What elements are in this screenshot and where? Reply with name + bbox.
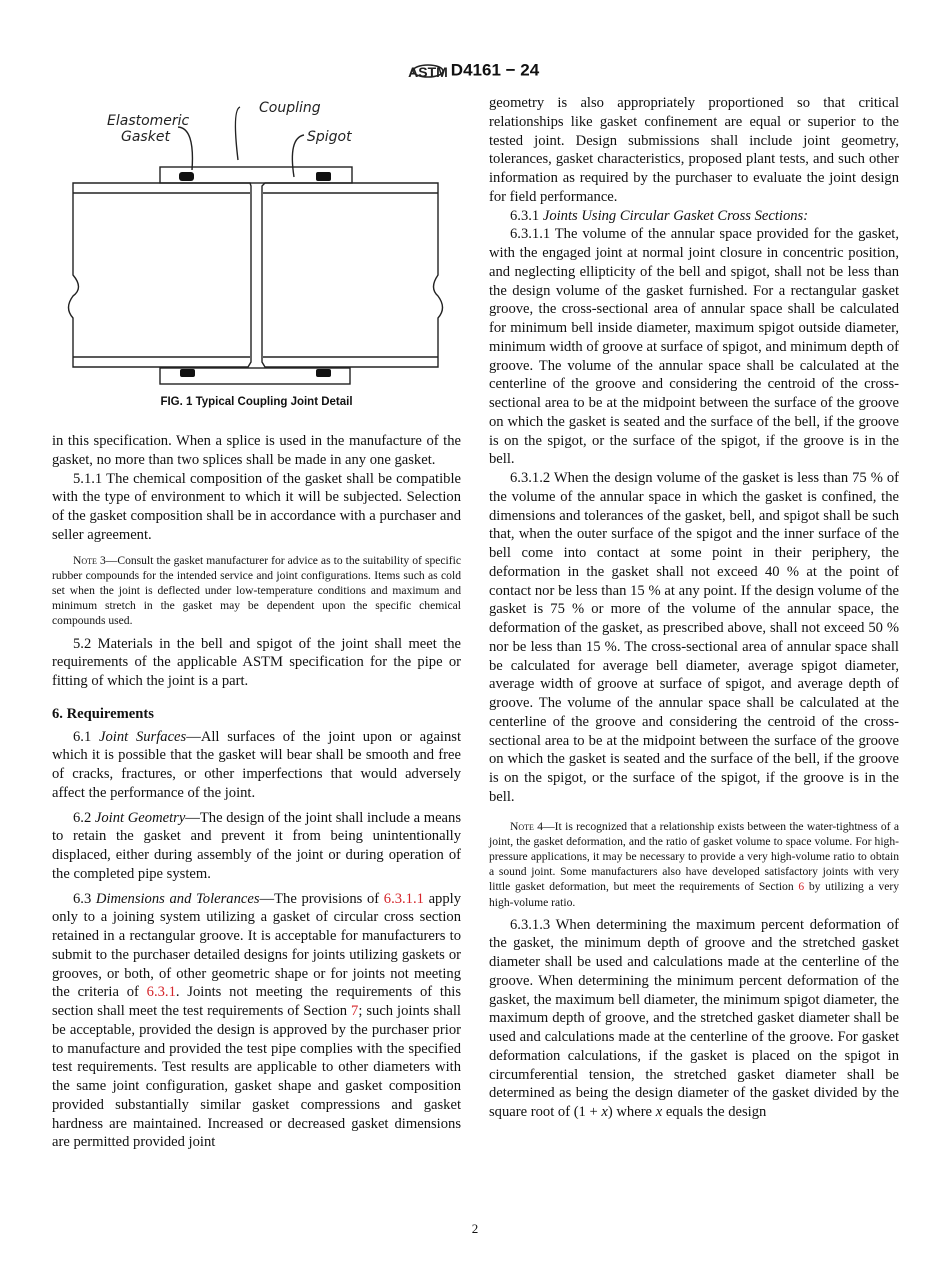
text: —The provisions of [259, 890, 384, 907]
right-pipe [262, 183, 443, 367]
astm-logo-icon [407, 58, 448, 84]
num: 6.3 [73, 890, 96, 907]
note-3 [52, 553, 461, 629]
gasket [179, 172, 194, 181]
paragraph-6-3-1 [489, 207, 899, 226]
page-header [0, 58, 950, 84]
paragraph-6-3-1-1: 6.3.1.1 The volume of the annular space provided for the gasket, with the engaged joint at normal joint closure in concentric position, and neglecting ellipticity of the bell and spigot, shall not be less than the design volume of the gasket furnished. For a rectangular gasket groove, the cross-sectional area of annular space shall be calculated for minimum bell inside diameter, maximum spigot outside diameter, minimum width of groove at surface of spigot, and minimum depth of groove. The volume of the annular space shall be calculated at the centerline of the groove and considering the centroid of the cross-sectional area to be at the midpoint between the surface of the groove on which the gasket is seated and the surface of the bell, if the groove is on the spigot, or the surface of the spigot, if the groove is in the bell. [489, 226, 899, 468]
paragraph-6-3-1-3 [489, 916, 899, 1122]
note-text: —It is recognized that a relationship exists between the water-tightness of a joint, the gasket deformation, and the ratio of gasket volume to space volume. For high-pressure applications, it may be necessary to provide a very high-volume ratio to obtain a sound joint. Some manufacturers also have developed satisfactory joints with very little gasket deformation, but meet the requirements of Section [489, 819, 900, 894]
figure-caption: FIG. 1 Typical Coupling Joint Detail [160, 396, 353, 408]
paragraph-6-3-1-2: 6.3.1.2 When the design volume of the gasket is less than 75 % of the volume of the annular space in which the gasket is confined, the dimensions and tolerances of the gasket, bell, and spigot shall be such that, when the outer surface of the spigot and the inner surface of the bell come into contact at some point in their periphery, the deformation in the gasket shall not exceed 40 % at the point of contact nor be less than 15 % at any point. If the design volume of the gasket is 75 % or more of the volume of the annular space, the deformation of the gasket, as prescribed above, shall not exceed 50 % nor be less than 15 %. The cross-sectional area of annular space shall be calculated for average bell diameter, average spigot diameter, average width of groove at surface of spigot, and average depth of groove. The volume of the annular space shall be calculated at the centerline of the groove and considering the centroid of the cross-sectional area to be at the midpoint between the surface of the groove on which the gasket is seated and the surface of the bell, if the groove is on the spigot, or the surface of the spigot, if the groove is in the bell. [489, 470, 899, 805]
gasket [316, 172, 331, 181]
gasket [316, 369, 331, 377]
note-label: Note 4 [510, 819, 544, 833]
gasket-leader [178, 127, 192, 170]
title: Joint Surfaces [99, 728, 187, 745]
paragraph-6-3 [52, 890, 461, 1153]
text: ) where [607, 1104, 656, 1121]
title: Joints Using Circular Gasket Cross Sections: [542, 207, 809, 224]
label-coupling: Coupling [259, 100, 321, 116]
gasket [180, 369, 195, 377]
paragraph-5-1-1: 5.1.1 The chemical composition of the gasket shall be compatible with the type of environment to which it will be subjected. Selection of the gasket composition shall be in accordance with a purchaser and seller agreement. [52, 470, 461, 543]
link-section-6[interactable]: 6 [798, 880, 805, 894]
right-column [489, 94, 899, 1122]
label-elastomeric: Elastomeric [107, 113, 190, 129]
link-section-7[interactable]: 7 [351, 1003, 359, 1020]
section-heading: 6. Requirements [52, 705, 154, 722]
coupling-joint-figure [60, 95, 450, 390]
num: 6.1 [73, 728, 100, 745]
page-number: 2 [471, 1221, 479, 1236]
note-4 [489, 819, 899, 910]
text: 6.3.1.3 When determining the maximum percent deformation of the gasket, the minimum depth of groove and the stretched gasket diameter shall be used and calculations made at the centerline of the groove. When determining the minimum percent deformation of the gasket, the maximum bell diameter, the minimum spigot diameter, the maximum depth of groove, and the stretched gasket diameter shall be used and calculations made at the centerline of the groove. For gasket deformation calculations, if the gasket is placed on the spigot in circumferential tension, the stretched gasket diameter shall be determined as being the design diameter of the gasket divided by the square root of (1 + [489, 916, 899, 1121]
label-spigot: Spigot [307, 129, 352, 145]
paragraph: in this specification. When a splice is used in the manufacture of the gasket, no more than two splices shall be made in any one gasket. [52, 433, 461, 468]
paragraph-6-1 [52, 728, 461, 803]
paragraph-5-2: 5.2 Materials in the bell and spigot of the joint shall meet the requirements of the applicable ASTM specification for the pipe or fitting of which the joint is a part. [52, 635, 461, 690]
text: apply only to a joining system utilizing a gasket of circular cross section retained in a rectangular groove. It is acceptable for manufacturers to submit to the purchaser detailed designs for joints utilizing gaskets or grooves, or both, of other geometric shape or for joints not meeting the criteria of [52, 890, 462, 1001]
note-label: Note 3 [73, 553, 106, 567]
text: ; such joints shall be acceptable, provided the design is approved by the purchaser prior to manufacture and provided the test pipe complies with the specified test requirements. Test results are applicable to other diameters with the same joint configuration, gasket shape and gasket composition provided substantially similar gasket compressions and gasket hardness are maintained. Increased or decreased gasket dimensions are permitted provided joint [52, 1003, 461, 1151]
left-pipe [69, 183, 252, 367]
label-gasket: Gasket [121, 129, 170, 145]
note-text: by utilizing a very high-volume ratio. [489, 880, 900, 909]
spigot-leader [292, 135, 304, 177]
designation: D4161 − 24 [450, 60, 540, 80]
text: —All surfaces of the joint upon or against which it is possible that the gasket will bear shall be smooth and free of cracks, fractures, or other imperfections that would adversely affect the performance of the joint. [52, 728, 462, 801]
num: 6.3.1 [510, 207, 543, 224]
link-6-3-1-1[interactable]: 6.3.1.1 [383, 890, 424, 907]
text: equals the design [662, 1104, 767, 1121]
link-6-3-1[interactable]: 6.3.1 [146, 984, 176, 1001]
left-column [52, 432, 461, 1152]
text: —The design of the joint shall include a means to retain the gasket and prevent it from being unintentionally displaced, either during assembly of the joint or during operation of the completed pipe system. [52, 809, 462, 882]
paragraph: geometry is also appropriately proportioned so that critical relationships like gasket confinement are equal or superior to the tested joint. Design submissions shall include joint geometry, tolerances, gasket characteristics, proposed plant tests, and such other information as required by the purchaser to evaluate the joint design for field performance. [489, 95, 899, 205]
title: Joint Geometry [94, 809, 186, 826]
paragraph-6-2 [52, 809, 461, 884]
var: x [655, 1104, 663, 1121]
coupling-leader [235, 107, 240, 160]
title: Dimensions and Tolerances [95, 890, 260, 907]
text: . Joints not meeting the requirements of this section shall meet the test requirements of Section [52, 984, 461, 1020]
note-text: —Consult the gasket manufacturer for advice as to the suitability of specific rubber compounds for the intended service and joint configurations. Items such as cold set when the joint is deflected under low-temperature conditions and maximum and minimum stretch in the gasket may be dependent upon the specific chemical compounds used. [52, 553, 461, 628]
var: x [601, 1104, 608, 1121]
num: 6.2 [73, 809, 95, 826]
svg-text:ASTM: ASTM [407, 64, 448, 80]
